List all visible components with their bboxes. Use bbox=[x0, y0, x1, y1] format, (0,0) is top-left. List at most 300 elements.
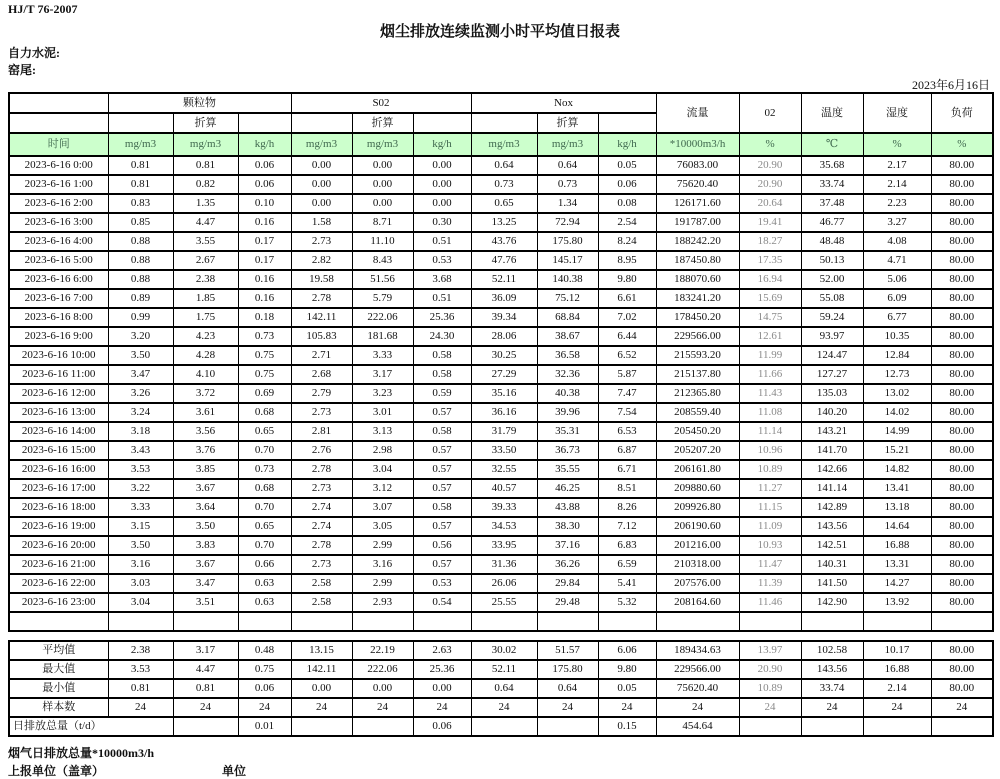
blank-cell bbox=[656, 612, 739, 631]
value-cell: 6.09 bbox=[863, 289, 931, 308]
time-cell: 2023-6-16 19:00 bbox=[9, 517, 108, 536]
table-row bbox=[9, 498, 993, 517]
value-cell: 28.06 bbox=[471, 327, 537, 346]
summary-value-cell: 80.00 bbox=[931, 679, 993, 698]
time-cell: 2023-6-16 5:00 bbox=[9, 251, 108, 270]
value-cell: 0.73 bbox=[471, 175, 537, 194]
value-cell: 11.27 bbox=[739, 479, 801, 498]
value-cell: 3.33 bbox=[352, 346, 413, 365]
value-cell: 3.76 bbox=[173, 441, 238, 460]
table-row bbox=[9, 289, 993, 308]
summary-value-cell: 25.36 bbox=[413, 660, 471, 679]
table-row bbox=[9, 384, 993, 403]
unit-cell: kg/h bbox=[598, 133, 656, 156]
blank-cell bbox=[931, 612, 993, 631]
value-cell: 181.68 bbox=[352, 327, 413, 346]
time-column-header: 时间 bbox=[9, 133, 108, 156]
value-cell: 38.30 bbox=[537, 517, 598, 536]
col-header-flow: 流量 bbox=[656, 93, 739, 133]
value-cell: 5.41 bbox=[598, 574, 656, 593]
summary-row bbox=[9, 660, 993, 679]
table-row bbox=[9, 156, 993, 175]
value-cell: 15.69 bbox=[739, 289, 801, 308]
value-cell: 15.21 bbox=[863, 441, 931, 460]
summary-value-cell: 20.90 bbox=[739, 660, 801, 679]
time-cell: 2023-6-16 18:00 bbox=[9, 498, 108, 517]
value-cell: 205207.20 bbox=[656, 441, 739, 460]
report-title: 烟尘排放连续监测小时平均值日报表 bbox=[379, 24, 620, 40]
value-cell: 206190.60 bbox=[656, 517, 739, 536]
value-cell: 50.13 bbox=[801, 251, 863, 270]
value-cell: 0.88 bbox=[108, 232, 173, 251]
value-cell: 13.31 bbox=[863, 555, 931, 574]
value-cell: 0.57 bbox=[413, 479, 471, 498]
value-cell: 75.12 bbox=[537, 289, 598, 308]
summary-value-cell: 24 bbox=[291, 698, 352, 717]
value-cell: 3.50 bbox=[108, 536, 173, 555]
unit-cell: mg/m3 bbox=[291, 133, 352, 156]
value-cell: 3.17 bbox=[352, 365, 413, 384]
unit-label: 单位 bbox=[222, 764, 247, 778]
table-row bbox=[9, 403, 993, 422]
value-cell: 2.73 bbox=[291, 555, 352, 574]
col-header-temperature: 温度 bbox=[801, 93, 863, 133]
summary-value-cell: 142.11 bbox=[291, 660, 352, 679]
value-cell: 80.00 bbox=[931, 270, 993, 289]
summary-value-cell: 24 bbox=[656, 698, 739, 717]
col-header-humidity: 湿度 bbox=[863, 93, 931, 133]
value-cell: 14.64 bbox=[863, 517, 931, 536]
value-cell: 0.57 bbox=[413, 460, 471, 479]
value-cell: 145.17 bbox=[537, 251, 598, 270]
table-row bbox=[9, 270, 993, 289]
blank-cell bbox=[739, 612, 801, 631]
value-cell: 7.02 bbox=[598, 308, 656, 327]
time-cell: 2023-6-16 15:00 bbox=[9, 441, 108, 460]
value-cell: 3.67 bbox=[173, 479, 238, 498]
value-cell: 3.43 bbox=[108, 441, 173, 460]
value-cell: 80.00 bbox=[931, 422, 993, 441]
time-cell: 2023-6-16 6:00 bbox=[9, 270, 108, 289]
value-cell: 3.51 bbox=[173, 593, 238, 612]
value-cell: 9.80 bbox=[598, 270, 656, 289]
value-cell: 5.06 bbox=[863, 270, 931, 289]
summary-value-cell: 24 bbox=[471, 698, 537, 717]
value-cell: 55.08 bbox=[801, 289, 863, 308]
value-cell: 6.87 bbox=[598, 441, 656, 460]
value-cell: 17.35 bbox=[739, 251, 801, 270]
value-cell: 4.71 bbox=[863, 251, 931, 270]
blank-cell bbox=[291, 612, 352, 631]
summary-value-cell: 24 bbox=[739, 698, 801, 717]
summary-value-cell: 3.17 bbox=[173, 641, 238, 660]
daily-total-value-cell: 0.06 bbox=[413, 717, 471, 736]
value-cell: 6.77 bbox=[863, 308, 931, 327]
value-cell: 4.10 bbox=[173, 365, 238, 384]
company-label: 自力水泥: bbox=[8, 46, 60, 60]
value-cell: 0.53 bbox=[413, 251, 471, 270]
unit-cell: kg/h bbox=[238, 133, 291, 156]
value-cell: 48.48 bbox=[801, 232, 863, 251]
value-cell: 3.26 bbox=[108, 384, 173, 403]
summary-value-cell: 0.00 bbox=[291, 679, 352, 698]
value-cell: 11.08 bbox=[739, 403, 801, 422]
summary-value-cell: 24 bbox=[108, 698, 173, 717]
value-cell: 2.93 bbox=[352, 593, 413, 612]
summary-value-cell: 30.02 bbox=[471, 641, 537, 660]
value-cell: 3.47 bbox=[108, 365, 173, 384]
summary-value-cell: 0.75 bbox=[238, 660, 291, 679]
value-cell: 8.51 bbox=[598, 479, 656, 498]
reporting-unit-label: 上报单位（盖章） bbox=[8, 764, 105, 778]
blank-cell bbox=[238, 612, 291, 631]
unit-cell: % bbox=[863, 133, 931, 156]
value-cell: 2.81 bbox=[291, 422, 352, 441]
value-cell: 11.99 bbox=[739, 346, 801, 365]
value-cell: 14.82 bbox=[863, 460, 931, 479]
table-row bbox=[9, 194, 993, 213]
blank-cell bbox=[352, 612, 413, 631]
value-cell: 11.09 bbox=[739, 517, 801, 536]
summary-value-cell: 9.80 bbox=[598, 660, 656, 679]
summary-value-cell: 0.05 bbox=[598, 679, 656, 698]
corner-cell bbox=[9, 93, 108, 113]
value-cell: 80.00 bbox=[931, 593, 993, 612]
value-cell: 80.00 bbox=[931, 365, 993, 384]
value-cell: 0.54 bbox=[413, 593, 471, 612]
value-cell: 52.00 bbox=[801, 270, 863, 289]
value-cell: 0.70 bbox=[238, 536, 291, 555]
value-cell: 3.03 bbox=[108, 574, 173, 593]
value-cell: 141.70 bbox=[801, 441, 863, 460]
blank-cell bbox=[9, 612, 108, 631]
value-cell: 0.70 bbox=[238, 498, 291, 517]
value-cell: 2.78 bbox=[291, 536, 352, 555]
value-cell: 11.43 bbox=[739, 384, 801, 403]
value-cell: 3.16 bbox=[352, 555, 413, 574]
summary-value-cell: 0.81 bbox=[108, 679, 173, 698]
value-cell: 210318.00 bbox=[656, 555, 739, 574]
value-cell: 36.16 bbox=[471, 403, 537, 422]
value-cell: 12.84 bbox=[863, 346, 931, 365]
table-row bbox=[9, 213, 993, 232]
value-cell: 20.64 bbox=[739, 194, 801, 213]
table-row bbox=[9, 441, 993, 460]
value-cell: 4.23 bbox=[173, 327, 238, 346]
value-cell: 19.41 bbox=[739, 213, 801, 232]
value-cell: 40.38 bbox=[537, 384, 598, 403]
value-cell: 32.36 bbox=[537, 365, 598, 384]
value-cell: 35.31 bbox=[537, 422, 598, 441]
time-cell: 2023-6-16 14:00 bbox=[9, 422, 108, 441]
unit-header-row bbox=[9, 133, 993, 156]
value-cell: 0.00 bbox=[291, 175, 352, 194]
time-cell: 2023-6-16 1:00 bbox=[9, 175, 108, 194]
unit-cell: % bbox=[739, 133, 801, 156]
value-cell: 0.16 bbox=[238, 213, 291, 232]
value-cell: 3.22 bbox=[108, 479, 173, 498]
value-cell: 38.67 bbox=[537, 327, 598, 346]
daily-total-label-cell: 日排放总量（t/d） bbox=[9, 717, 173, 736]
daily-total-value-cell bbox=[931, 717, 993, 736]
value-cell: 2.98 bbox=[352, 441, 413, 460]
value-cell: 40.57 bbox=[471, 479, 537, 498]
time-cell: 2023-6-16 2:00 bbox=[9, 194, 108, 213]
value-cell: 3.15 bbox=[108, 517, 173, 536]
value-cell: 2.38 bbox=[173, 270, 238, 289]
value-cell: 208559.40 bbox=[656, 403, 739, 422]
value-cell: 8.71 bbox=[352, 213, 413, 232]
flue-gas-daily-total-note: 烟气日排放总量*10000m3/h bbox=[8, 746, 155, 760]
blank-cell bbox=[9, 113, 108, 133]
value-cell: 0.81 bbox=[108, 156, 173, 175]
value-cell: 2.79 bbox=[291, 384, 352, 403]
time-cell: 2023-6-16 9:00 bbox=[9, 327, 108, 346]
group-header-nox: Nox bbox=[471, 93, 656, 113]
value-cell: 215137.80 bbox=[656, 365, 739, 384]
value-cell: 0.06 bbox=[238, 156, 291, 175]
value-cell: 3.01 bbox=[352, 403, 413, 422]
summary-value-cell: 52.11 bbox=[471, 660, 537, 679]
summary-value-cell: 24 bbox=[173, 698, 238, 717]
summary-value-cell: 4.47 bbox=[173, 660, 238, 679]
value-cell: 3.53 bbox=[108, 460, 173, 479]
value-cell: 0.30 bbox=[413, 213, 471, 232]
value-cell: 20.90 bbox=[739, 175, 801, 194]
time-cell: 2023-6-16 8:00 bbox=[9, 308, 108, 327]
daily-total-value-cell bbox=[352, 717, 413, 736]
summary-label-cell: 平均值 bbox=[9, 641, 108, 660]
summary-value-cell: 10.17 bbox=[863, 641, 931, 660]
value-cell: 0.00 bbox=[291, 156, 352, 175]
daily-total-value-cell: 0.15 bbox=[598, 717, 656, 736]
value-cell: 0.58 bbox=[413, 498, 471, 517]
value-cell: 33.74 bbox=[801, 175, 863, 194]
value-cell: 39.96 bbox=[537, 403, 598, 422]
value-cell: 2.58 bbox=[291, 574, 352, 593]
summary-value-cell: 229566.00 bbox=[656, 660, 739, 679]
blank-cell bbox=[238, 113, 291, 133]
value-cell: 2.99 bbox=[352, 536, 413, 555]
value-cell: 0.89 bbox=[108, 289, 173, 308]
value-cell: 2.78 bbox=[291, 460, 352, 479]
value-cell: 188242.20 bbox=[656, 232, 739, 251]
summary-value-cell: 0.48 bbox=[238, 641, 291, 660]
group-header-row bbox=[9, 93, 993, 113]
report-date: 2023年6月16日 bbox=[911, 78, 990, 92]
summary-table bbox=[8, 640, 994, 737]
value-cell: 80.00 bbox=[931, 175, 993, 194]
value-cell: 29.84 bbox=[537, 574, 598, 593]
summary-value-cell: 24 bbox=[238, 698, 291, 717]
summary-row bbox=[9, 698, 993, 717]
value-cell: 3.83 bbox=[173, 536, 238, 555]
value-cell: 5.32 bbox=[598, 593, 656, 612]
value-cell: 0.18 bbox=[238, 308, 291, 327]
value-cell: 0.83 bbox=[108, 194, 173, 213]
unit-cell: mg/m3 bbox=[173, 133, 238, 156]
daily-total-value-cell bbox=[739, 717, 801, 736]
value-cell: 2.71 bbox=[291, 346, 352, 365]
value-cell: 6.71 bbox=[598, 460, 656, 479]
value-cell: 142.51 bbox=[801, 536, 863, 555]
value-cell: 0.06 bbox=[598, 175, 656, 194]
value-cell: 140.38 bbox=[537, 270, 598, 289]
table-row bbox=[9, 574, 993, 593]
value-cell: 10.93 bbox=[739, 536, 801, 555]
value-cell: 80.00 bbox=[931, 403, 993, 422]
value-cell: 1.58 bbox=[291, 213, 352, 232]
value-cell: 6.53 bbox=[598, 422, 656, 441]
value-cell: 2.14 bbox=[863, 175, 931, 194]
value-cell: 2.67 bbox=[173, 251, 238, 270]
value-cell: 3.56 bbox=[173, 422, 238, 441]
value-cell: 0.65 bbox=[238, 517, 291, 536]
value-cell: 1.35 bbox=[173, 194, 238, 213]
value-cell: 0.64 bbox=[537, 156, 598, 175]
summary-value-cell: 24 bbox=[931, 698, 993, 717]
value-cell: 33.50 bbox=[471, 441, 537, 460]
value-cell: 80.00 bbox=[931, 346, 993, 365]
value-cell: 43.88 bbox=[537, 498, 598, 517]
daily-total-value-cell bbox=[173, 717, 238, 736]
value-cell: 4.28 bbox=[173, 346, 238, 365]
value-cell: 2.82 bbox=[291, 251, 352, 270]
value-cell: 3.04 bbox=[352, 460, 413, 479]
value-cell: 47.76 bbox=[471, 251, 537, 270]
blank-cell bbox=[537, 612, 598, 631]
value-cell: 0.63 bbox=[238, 574, 291, 593]
value-cell: 18.27 bbox=[739, 232, 801, 251]
value-cell: 0.51 bbox=[413, 289, 471, 308]
value-cell: 80.00 bbox=[931, 574, 993, 593]
summary-row bbox=[9, 679, 993, 698]
blank-cell bbox=[471, 113, 537, 133]
summary-label-cell: 最小值 bbox=[9, 679, 108, 698]
value-cell: 0.00 bbox=[413, 175, 471, 194]
value-cell: 0.58 bbox=[413, 422, 471, 441]
value-cell: 0.81 bbox=[108, 175, 173, 194]
value-cell: 0.51 bbox=[413, 232, 471, 251]
unit-cell: kg/h bbox=[413, 133, 471, 156]
value-cell: 35.55 bbox=[537, 460, 598, 479]
table-row bbox=[9, 555, 993, 574]
value-cell: 0.58 bbox=[413, 346, 471, 365]
value-cell: 3.23 bbox=[352, 384, 413, 403]
value-cell: 32.55 bbox=[471, 460, 537, 479]
value-cell: 143.21 bbox=[801, 422, 863, 441]
value-cell: 72.94 bbox=[537, 213, 598, 232]
value-cell: 126171.60 bbox=[656, 194, 739, 213]
value-cell: 80.00 bbox=[931, 498, 993, 517]
value-cell: 6.59 bbox=[598, 555, 656, 574]
value-cell: 80.00 bbox=[931, 194, 993, 213]
summary-value-cell: 24 bbox=[537, 698, 598, 717]
summary-value-cell: 13.97 bbox=[739, 641, 801, 660]
summary-value-cell: 0.81 bbox=[173, 679, 238, 698]
hourly-rows bbox=[9, 156, 993, 631]
value-cell: 2.99 bbox=[352, 574, 413, 593]
value-cell: 36.26 bbox=[537, 555, 598, 574]
value-cell: 10.35 bbox=[863, 327, 931, 346]
value-cell: 25.55 bbox=[471, 593, 537, 612]
summary-value-cell: 24 bbox=[801, 698, 863, 717]
summary-value-cell: 0.00 bbox=[413, 679, 471, 698]
value-cell: 187450.80 bbox=[656, 251, 739, 270]
summary-value-cell: 3.53 bbox=[108, 660, 173, 679]
value-cell: 93.97 bbox=[801, 327, 863, 346]
time-cell: 2023-6-16 12:00 bbox=[9, 384, 108, 403]
value-cell: 11.10 bbox=[352, 232, 413, 251]
unit-cell: mg/m3 bbox=[471, 133, 537, 156]
value-cell: 127.27 bbox=[801, 365, 863, 384]
value-cell: 7.54 bbox=[598, 403, 656, 422]
value-cell: 183241.20 bbox=[656, 289, 739, 308]
table-row bbox=[9, 365, 993, 384]
value-cell: 222.06 bbox=[352, 308, 413, 327]
value-cell: 4.47 bbox=[173, 213, 238, 232]
value-cell: 0.53 bbox=[413, 574, 471, 593]
value-cell: 36.73 bbox=[537, 441, 598, 460]
daily-total-value-cell bbox=[471, 717, 537, 736]
summary-value-cell: 80.00 bbox=[931, 660, 993, 679]
value-cell: 143.56 bbox=[801, 517, 863, 536]
value-cell: 3.85 bbox=[173, 460, 238, 479]
summary-value-cell: 22.19 bbox=[352, 641, 413, 660]
value-cell: 13.41 bbox=[863, 479, 931, 498]
value-cell: 35.68 bbox=[801, 156, 863, 175]
value-cell: 14.99 bbox=[863, 422, 931, 441]
value-cell: 12.73 bbox=[863, 365, 931, 384]
value-cell: 142.11 bbox=[291, 308, 352, 327]
value-cell: 2.76 bbox=[291, 441, 352, 460]
time-cell: 2023-6-16 10:00 bbox=[9, 346, 108, 365]
value-cell: 11.15 bbox=[739, 498, 801, 517]
value-cell: 0.00 bbox=[291, 194, 352, 213]
table-row bbox=[9, 422, 993, 441]
value-cell: 7.12 bbox=[598, 517, 656, 536]
summary-value-cell: 143.56 bbox=[801, 660, 863, 679]
time-cell: 2023-6-16 7:00 bbox=[9, 289, 108, 308]
summary-value-cell: 175.80 bbox=[537, 660, 598, 679]
summary-value-cell: 75620.40 bbox=[656, 679, 739, 698]
value-cell: 0.88 bbox=[108, 251, 173, 270]
value-cell: 3.05 bbox=[352, 517, 413, 536]
value-cell: 80.00 bbox=[931, 213, 993, 232]
time-cell: 2023-6-16 21:00 bbox=[9, 555, 108, 574]
value-cell: 188070.60 bbox=[656, 270, 739, 289]
summary-value-cell: 0.64 bbox=[537, 679, 598, 698]
blank-cell bbox=[863, 612, 931, 631]
value-cell: 4.08 bbox=[863, 232, 931, 251]
summary-value-cell: 24 bbox=[413, 698, 471, 717]
value-cell: 5.79 bbox=[352, 289, 413, 308]
value-cell: 24.30 bbox=[413, 327, 471, 346]
time-cell: 2023-6-16 22:00 bbox=[9, 574, 108, 593]
value-cell: 6.61 bbox=[598, 289, 656, 308]
value-cell: 43.76 bbox=[471, 232, 537, 251]
unit-cell: ℃ bbox=[801, 133, 863, 156]
value-cell: 3.47 bbox=[173, 574, 238, 593]
value-cell: 141.50 bbox=[801, 574, 863, 593]
value-cell: 12.61 bbox=[739, 327, 801, 346]
value-cell: 0.65 bbox=[471, 194, 537, 213]
value-cell: 14.75 bbox=[739, 308, 801, 327]
value-cell: 39.34 bbox=[471, 308, 537, 327]
value-cell: 215593.20 bbox=[656, 346, 739, 365]
summary-value-cell: 0.00 bbox=[352, 679, 413, 698]
value-cell: 212365.80 bbox=[656, 384, 739, 403]
